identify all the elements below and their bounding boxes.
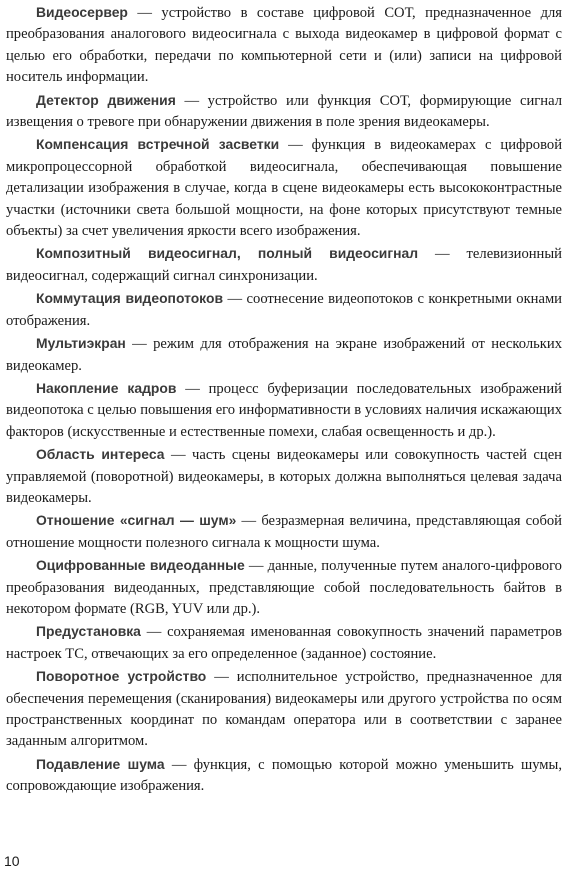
entry-definition: — телевизионный видеосигнал, содержащий сигнал синхронизации.	[6, 246, 562, 284]
entry-definition: — исполнительное устройство, предназначенное для обеспечения перемещения (сканирования) видеокамеры или другого устройства по осям пространственных координат по командам оператора или в соответствии с заранее заданным алгоритмом.	[6, 669, 563, 750]
entry-definition: — функция в видеокамерах с цифровой микропроцессорной обработкой видеосигнала, обеспечивающая повышение детализации изображения в случае, когда в сцене видеокамеры есть высококонтрастные участки (источники света большой мощности, на фоне которых присутствуют темные объекты) за счет увеличения яркости всего изображения.	[6, 137, 563, 240]
entry-term: Поворотное устройство	[36, 668, 207, 685]
entry-term: Предустановка	[36, 623, 141, 640]
glossary-entry-noise-reduction	[6, 754, 562, 798]
glossary-entry-composite-video	[6, 243, 562, 287]
entry-term: Коммутация видеопотоков	[36, 290, 223, 307]
glossary-entry-motion-detector	[6, 90, 562, 134]
entry-definition: — сохраняемая именованная совокупность значений параметров настроек ТС, отвечающих за его определенное (заданное) состояние.	[6, 624, 562, 662]
entry-term: Оцифрованные видеоданные	[36, 557, 245, 574]
entry-definition: — режим для отображения на экране изображений от нескольких видеокамер.	[6, 336, 562, 374]
entry-term: Композитный видеосигнал, полный видеосигнал	[36, 245, 419, 262]
entry-term: Детектор движения	[36, 91, 176, 108]
glossary-entry-region-of-interest	[6, 444, 562, 509]
entry-term: Отношение «сигнал — шум»	[36, 512, 237, 529]
entry-definition: — часть сцены видеокамеры или совокупность частей сцен управляемой (поворотной) видеокамеры, в которых должна выполняться целевая задача видеокамеры.	[6, 447, 562, 506]
entry-definition: — функция, с помощью которой можно уменьшить шумы, сопровождающие изображения.	[6, 756, 562, 795]
entry-term: Накопление кадров	[36, 379, 177, 396]
entry-term: Компенсация встречной засветки	[36, 136, 280, 153]
entry-definition: — устройство или функция СОТ, формирующие сигнал извещения о тревоге при обнаружении движения в поле зрения видеокамеры.	[6, 92, 562, 131]
entry-term: Подавление шума	[36, 755, 165, 772]
glossary-entry-digitized-video-data	[6, 555, 562, 620]
glossary-entry-backlight-compensation	[6, 134, 562, 242]
glossary-entry-preset	[6, 621, 562, 665]
entry-term: Мультиэкран	[36, 335, 126, 352]
entry-definition: — процесс буферизации последовательных изображений видеопотока с целью повышения его информативности в условиях наличия искажающих факторов (искусственные и естественные помехи, слабая освещенность и др.).	[6, 380, 562, 440]
entry-term: Область интереса	[36, 446, 165, 463]
glossary-entry-signal-noise-ratio	[6, 510, 562, 554]
glossary-entry-stream-switching	[6, 288, 562, 332]
entry-term: Видеосервер	[36, 4, 128, 20]
entry-definition: — безразмерная величина, представляющая собой отношение мощности полезного сигнала к мощности шума.	[6, 513, 562, 551]
glossary-entry-pan-tilt-unit	[6, 666, 562, 753]
glossary-entry-multiscreen	[6, 333, 562, 377]
glossary-page	[6, 2, 562, 799]
page-number: 10	[4, 853, 20, 869]
entry-definition: — соотнесение видеопотоков с конкретными окнами отображения.	[6, 291, 562, 329]
glossary-entry-video-server	[6, 2, 562, 89]
glossary-entry-frame-accumulation	[6, 378, 562, 443]
entry-definition: — устройство в составе цифровой СОТ, предназначенное для преобразования аналогового видеосигнала с выхода видеокамер в цифровой формат с целью его обработки, передачи по компьютерной сети и (или) записи на цифровой носитель информации.	[6, 5, 562, 86]
entry-definition: — данные, полученные путем аналого-цифрового преобразования видеоданных, представляющие собой последовательность байтов в некотором формате (RGB, YUV или др.).	[6, 558, 562, 617]
